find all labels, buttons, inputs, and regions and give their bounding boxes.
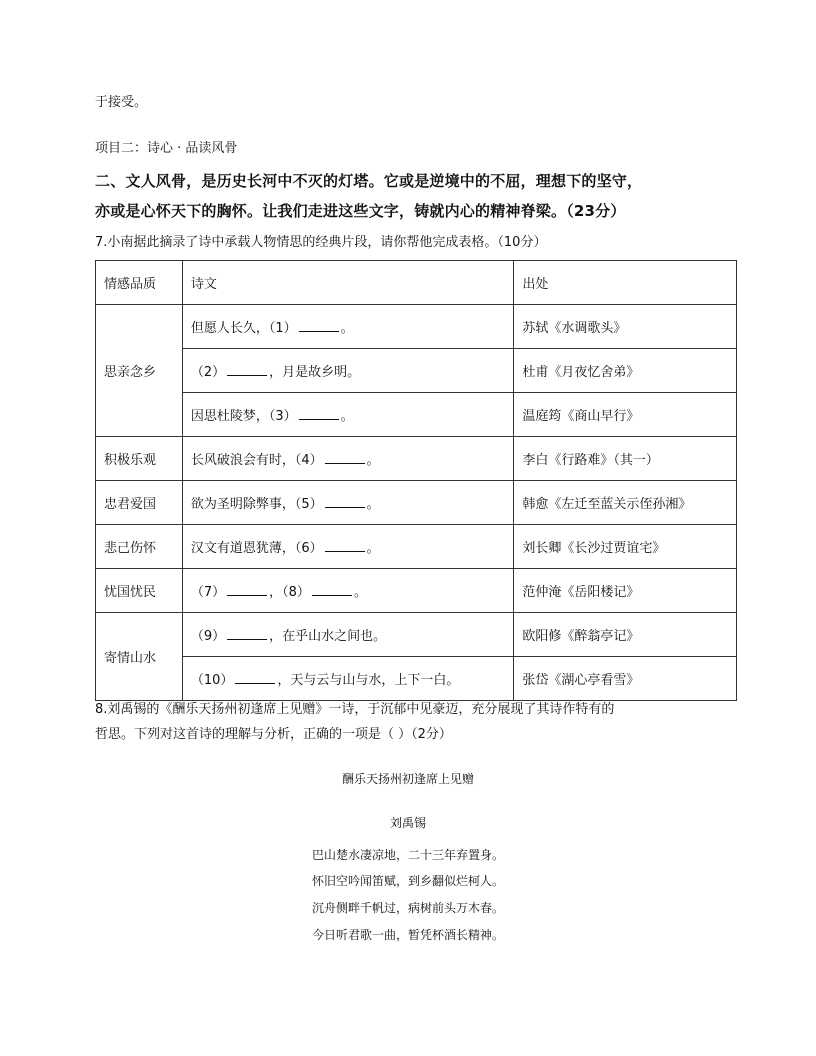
verse-cell [182, 305, 513, 349]
poem-author: 刘禹锡 [389, 816, 426, 830]
verse-text: ，天与云与山与水，上下一白。 [277, 673, 460, 688]
question-8-line1: 8.刘禹锡的《酬乐天扬州初逢席上见赠》一诗，于沉郁中见豪迈，充分展现了其诗作特有的 [95, 702, 615, 717]
verse-text: 。 [366, 541, 380, 556]
verse-text: 。 [340, 409, 354, 424]
answer-blank [299, 319, 339, 332]
verse-cell [182, 437, 513, 481]
verse-cell [182, 657, 513, 701]
table-row [96, 481, 737, 525]
poem-title: 酬乐天扬州初逢席上见赠 [341, 772, 474, 786]
poem-line: 今日听君歌一曲，暂凭杯酒长精神。 [311, 928, 504, 942]
verse-text: ，月是故乡明。 [269, 365, 361, 380]
answer-blank [325, 539, 365, 552]
answer-blank [227, 363, 267, 376]
question-7: 7.小南据此摘录了诗中承载人物情思的经典片段，请你帮他完成表格。（10分） [95, 235, 547, 250]
table-row [96, 613, 737, 657]
poem-line: 巴山楚水凄凉地，二十三年弃置身。 [311, 848, 504, 862]
question-8-line2: 哲思。下列对这首诗的理解与分析，正确的一项是（ ）（2分） [95, 727, 452, 742]
answer-blank [227, 583, 267, 596]
header-cell: 情感品质 [96, 261, 183, 305]
table-row [96, 569, 737, 613]
intro-tail-text: 于接受。 [95, 95, 148, 110]
table-row [96, 349, 737, 393]
table-row [96, 525, 737, 569]
emotion-category-cell: 忧国忧民 [96, 569, 183, 613]
table-row [96, 393, 737, 437]
source-cell: 李白《行路难》（其一） [514, 437, 737, 481]
verse-text: 长风破浪会有时，（4） [190, 453, 323, 468]
source-cell: 范仲淹《岳阳楼记》 [514, 569, 737, 613]
poetry-table [95, 260, 737, 701]
emotion-category-cell: 思亲念乡 [96, 305, 183, 437]
source-cell: 温庭筠《商山早行》 [514, 393, 737, 437]
verse-cell [182, 613, 513, 657]
section-heading-line2: 亦或是心怀天下的胸怀。让我们走进这些文字，铸就内心的精神脊梁。（23分） [95, 202, 626, 220]
verse-text: 。 [366, 453, 380, 468]
emotion-category-cell: 积极乐观 [96, 437, 183, 481]
header-cell: 出处 [514, 261, 737, 305]
verse-text: 欲为圣明除弊事，（5） [190, 497, 323, 512]
verse-text: 。 [340, 321, 354, 336]
verse-text: 。 [366, 497, 380, 512]
project-title: 项目二：诗心 · 品读风骨 [95, 141, 238, 156]
header-cell: 诗文 [182, 261, 513, 305]
emotion-category-cell: 悲己伤怀 [96, 525, 183, 569]
source-cell: 欧阳修《醉翁亭记》 [514, 613, 737, 657]
verse-text: 但愿人长久，（1） [190, 321, 297, 336]
verse-text: （7） [190, 585, 226, 600]
source-cell: 张岱《湖心亭看雪》 [514, 657, 737, 701]
verse-text: 汉文有道恩犹薄，（6） [190, 541, 323, 556]
answer-blank [312, 583, 352, 596]
verse-cell [182, 349, 513, 393]
verse-text: （10） [190, 673, 234, 688]
source-cell: 苏轼《水调歌头》 [514, 305, 737, 349]
answer-blank [299, 407, 339, 420]
section-heading-line1: 二、文人风骨，是历史长河中不灭的灯塔。它或是逆境中的不屈，理想下的坚守， [95, 172, 643, 190]
verse-text: ，在乎山水之间也。 [269, 629, 387, 644]
table-header-row [96, 261, 737, 305]
answer-blank [227, 627, 267, 640]
table-row [96, 305, 737, 349]
verse-text: 。 [353, 585, 367, 600]
verse-text: ，（8） [269, 585, 310, 600]
emotion-category-cell: 忠君爱国 [96, 481, 183, 525]
verse-text: 因思杜陵梦，（3） [190, 409, 297, 424]
verse-text: （9） [190, 629, 226, 644]
poem-line: 怀旧空吟闻笛赋，到乡翻似烂柯人。 [311, 874, 504, 888]
answer-blank [325, 451, 365, 464]
answer-blank [325, 495, 365, 508]
verse-cell [182, 393, 513, 437]
verse-text: （2） [190, 365, 226, 380]
emotion-category-cell: 寄情山水 [96, 613, 183, 701]
poem-line: 沉舟侧畔千帆过，病树前头万木春。 [311, 901, 504, 915]
verse-cell [182, 481, 513, 525]
verse-cell [182, 569, 513, 613]
source-cell: 杜甫《月夜忆舍弟》 [514, 349, 737, 393]
answer-blank [235, 671, 275, 684]
table-row [96, 437, 737, 481]
source-cell: 韩愈《左迁至蓝关示侄孙湘》 [514, 481, 737, 525]
table-row [96, 657, 737, 701]
source-cell: 刘长卿《长沙过贾谊宅》 [514, 525, 737, 569]
verse-cell [182, 525, 513, 569]
